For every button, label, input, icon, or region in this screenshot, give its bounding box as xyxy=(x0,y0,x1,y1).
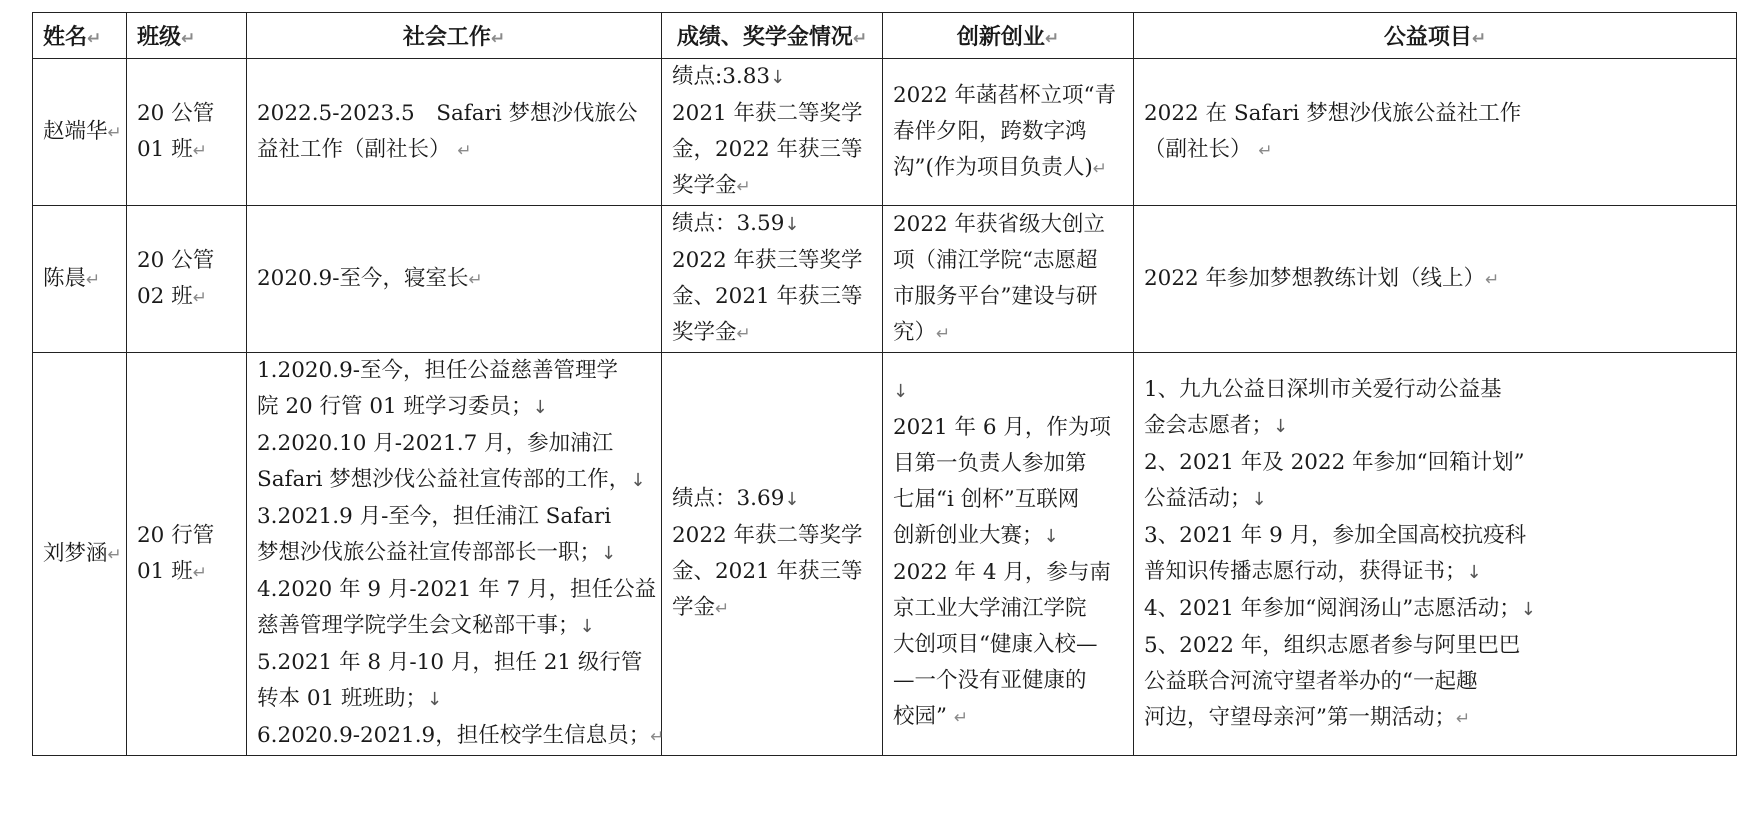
table-row xyxy=(33,353,1737,756)
header-charity: 公益项目↵ xyxy=(1134,13,1737,59)
header-grades-scholarship: 成绩、奖学金情况↵ xyxy=(662,13,883,59)
header-innovation: 创新创业↵ xyxy=(883,13,1134,59)
cell-name: 刘梦涵↵ xyxy=(33,353,127,756)
cell-innovation: ↓ 2021 年 6 月，作为项 目第一负责人参加第 七届“i 创杯”互联网 创新创业大赛；↓ 2022 年 4 月，参与南 京工业大学浦江学院 大创项目“健康入校— —一个没有亚健康的 校园” ↵ xyxy=(883,353,1134,756)
header-name: 姓名↵ xyxy=(33,13,127,59)
cell-class: 20 公管 02 班↵ xyxy=(127,206,247,353)
cell-charity: 1、九九公益日深圳市关爱行动公益基 金会志愿者；↓ 2、2021 年及 2022 年参加“回箱计划” 公益活动；↓ 3、2021 年 9 月，参加全国高校抗疫科 普知识传播志愿行动，获得证书；↓ 4、2021 年参加“阅润汤山”志愿活动；↓ 5、2022 年，组织志愿者参与阿里巴巴 公益联合河流守望者举办的“一起趣 河边，守望母亲河”第一期活动；↵ xyxy=(1134,353,1737,756)
header-row xyxy=(33,13,1737,59)
cell-social-work: 1.2020.9-至今，担任公益慈善管理学 院 20 行管 01 班学习委员；↓ 2.2020.10 月-2021.7 月，参加浦江 Safari 梦想沙伐公益社宣传部的工作，↓ 3.2021.9 月-至今，担任浦江 Safari 梦想沙伐旅公益社宣传部部长一职；↓ 4.2020 年 9 月-2021 年 7 月，担任公益 慈善管理学院学生会文秘部干事；↓ 5.2021 年 8 月-10 月，担任 21 级行管 转本 01 班班助；↓ 6.2020.9-2021.9，担任校学生信息员；↵ xyxy=(247,353,662,756)
cell-charity: 2022 年参加梦想教练计划（线上）↵ xyxy=(1134,206,1737,353)
cell-grades: 绩点：3.59↓ 2022 年获三等奖学 金、2021 年获三等 奖学金↵ xyxy=(662,206,883,353)
cell-grades: 绩点:3.83↓ 2021 年获二等奖学 金，2022 年获三等 奖学金↵ xyxy=(662,59,883,206)
cell-class: 20 行管 01 班↵ xyxy=(127,353,247,756)
cell-name: 陈晨↵ xyxy=(33,206,127,353)
cell-class: 20 公管 01 班↵ xyxy=(127,59,247,206)
cell-charity: 2022 在 Safari 梦想沙伐旅公益社工作 （副社长） ↵ xyxy=(1134,59,1737,206)
cell-innovation: 2022 年获省级大创立 项（浦江学院“志愿超 市服务平台”建设与研 究）↵ xyxy=(883,206,1134,353)
table-row xyxy=(33,59,1737,206)
table-row xyxy=(33,206,1737,353)
cell-social-work: 2020.9-至今，寝室长↵ xyxy=(247,206,662,353)
document-sheet xyxy=(32,12,1736,756)
student-info-table xyxy=(32,12,1737,756)
cell-grades: 绩点：3.69↓ 2022 年获二等奖学 金、2021 年获三等 学金↵ xyxy=(662,353,883,756)
cell-social-work: 2022.5-2023.5 Safari 梦想沙伐旅公 益社工作（副社长） ↵ xyxy=(247,59,662,206)
header-social-work: 社会工作↵ xyxy=(247,13,662,59)
header-class: 班级↵ xyxy=(127,13,247,59)
cell-innovation: 2022 年菡萏杯立项“青 春伴夕阳，跨数字鸿 沟”(作为项目负责人)↵ xyxy=(883,59,1134,206)
cell-name: 赵端华↵ xyxy=(33,59,127,206)
